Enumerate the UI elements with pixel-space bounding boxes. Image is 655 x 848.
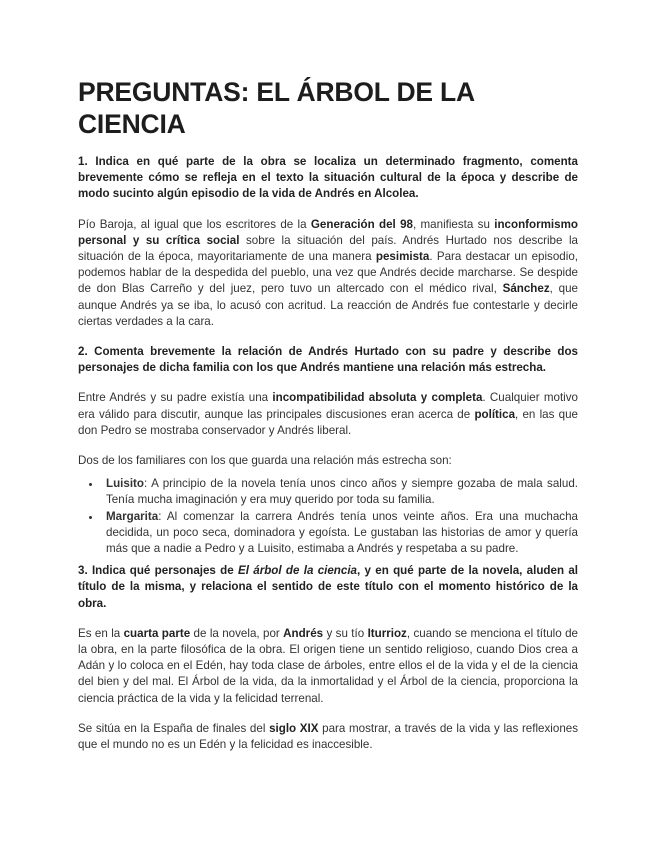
family-list: [78, 476, 578, 557]
question-2: 2. Comenta brevemente la relación de Andrés Hurtado con su padre y describe dos personajes de dicha familia con los que Andrés mantiene una relación más estrecha.: [78, 345, 578, 375]
answer-3a: Es en la cuarta parte de la novela, por Andrés y su tío Iturrioz, cuando se menciona el título de la obra, en la parte filosófica de la obra. El origen tiene un sentido religioso, cuando Dios crea a Adán y lo coloca en el Edén, hay toda clase de árboles, entre ellos el de la vida y el de la ciencia del bien y del mal. El Árbol de la vida, da la inmortalidad y el Árbol de la ciencia, proporciona la ciencia práctica de la vida y la felicidad terrenal.: [78, 626, 578, 705]
family-intro: Dos de los familiares con los que guarda una relación más estrecha son:: [78, 454, 452, 468]
answer-2: Entre Andrés y su padre existía una incompatibilidad absoluta y completa. Cualquier motivo era válido para discutir, aunque las principales discusiones eran acerca de política, en las que don Pedro se mostraba conservador y Andrés liberal.: [78, 391, 579, 437]
answer-3b: Se sitúa en la España de finales del siglo XIX para mostrar, a través de la vida y las reflexiones que el mundo no es un Edén y la felicidad es inaccesible.: [78, 721, 579, 752]
page-title: PREGUNTAS: EL ÁRBOL DE LA CIENCIA: [78, 77, 474, 139]
question-1: 1. Indica en qué parte de la obra se localiza un determinado fragmento, comenta brevemente cómo se refleja en el texto la situación cultural de la época y describe de modo sucinto algún episodio de la vida de Andrés en Alcolea.: [78, 155, 578, 201]
list-item: • Luisito: A principio de la novela tenía unos cinco años y siempre gozaba de mala salud. Tenía mucha imaginación y era muy querido por toda su familia.: [102, 476, 578, 508]
answer-1: Pío Baroja, al igual que los escritores de la Generación del 98, manifiesta su inconformismo personal y su crítica social sobre la situación del país. Andrés Hurtado nos describe la situación de la época, mayoritariamente de una manera pesimista. Para destacar un episodio, podemos hablar de la despedida del pueblo, una vez que Andrés decide marcharse. Se despide de don Blas Carreño y del juez, pero tuvo un altercado con el médico rival, Sánchez, que aunque Andrés ya se iba, lo acusó con acritud. La reacción de Andrés fue contestarle y decirle ciertas verdades a la cara.: [78, 217, 579, 328]
list-item: • Margarita: Al comenzar la carrera Andrés tenía unos veinte años. Era una muchacha decidida, un poco seca, dominadora y egoísta. Le gustaban las historias de amor y quería más que a nadie a Pedro y a Luisito, estimaba a Andrés y respetaba a su padre.: [102, 509, 578, 558]
question-3: 3. Indica qué personajes de El árbol de la ciencia, y en qué parte de la novela, aluden al título de la misma, y relaciona el sentido de este título con el momento histórico de la obra.: [78, 564, 579, 610]
